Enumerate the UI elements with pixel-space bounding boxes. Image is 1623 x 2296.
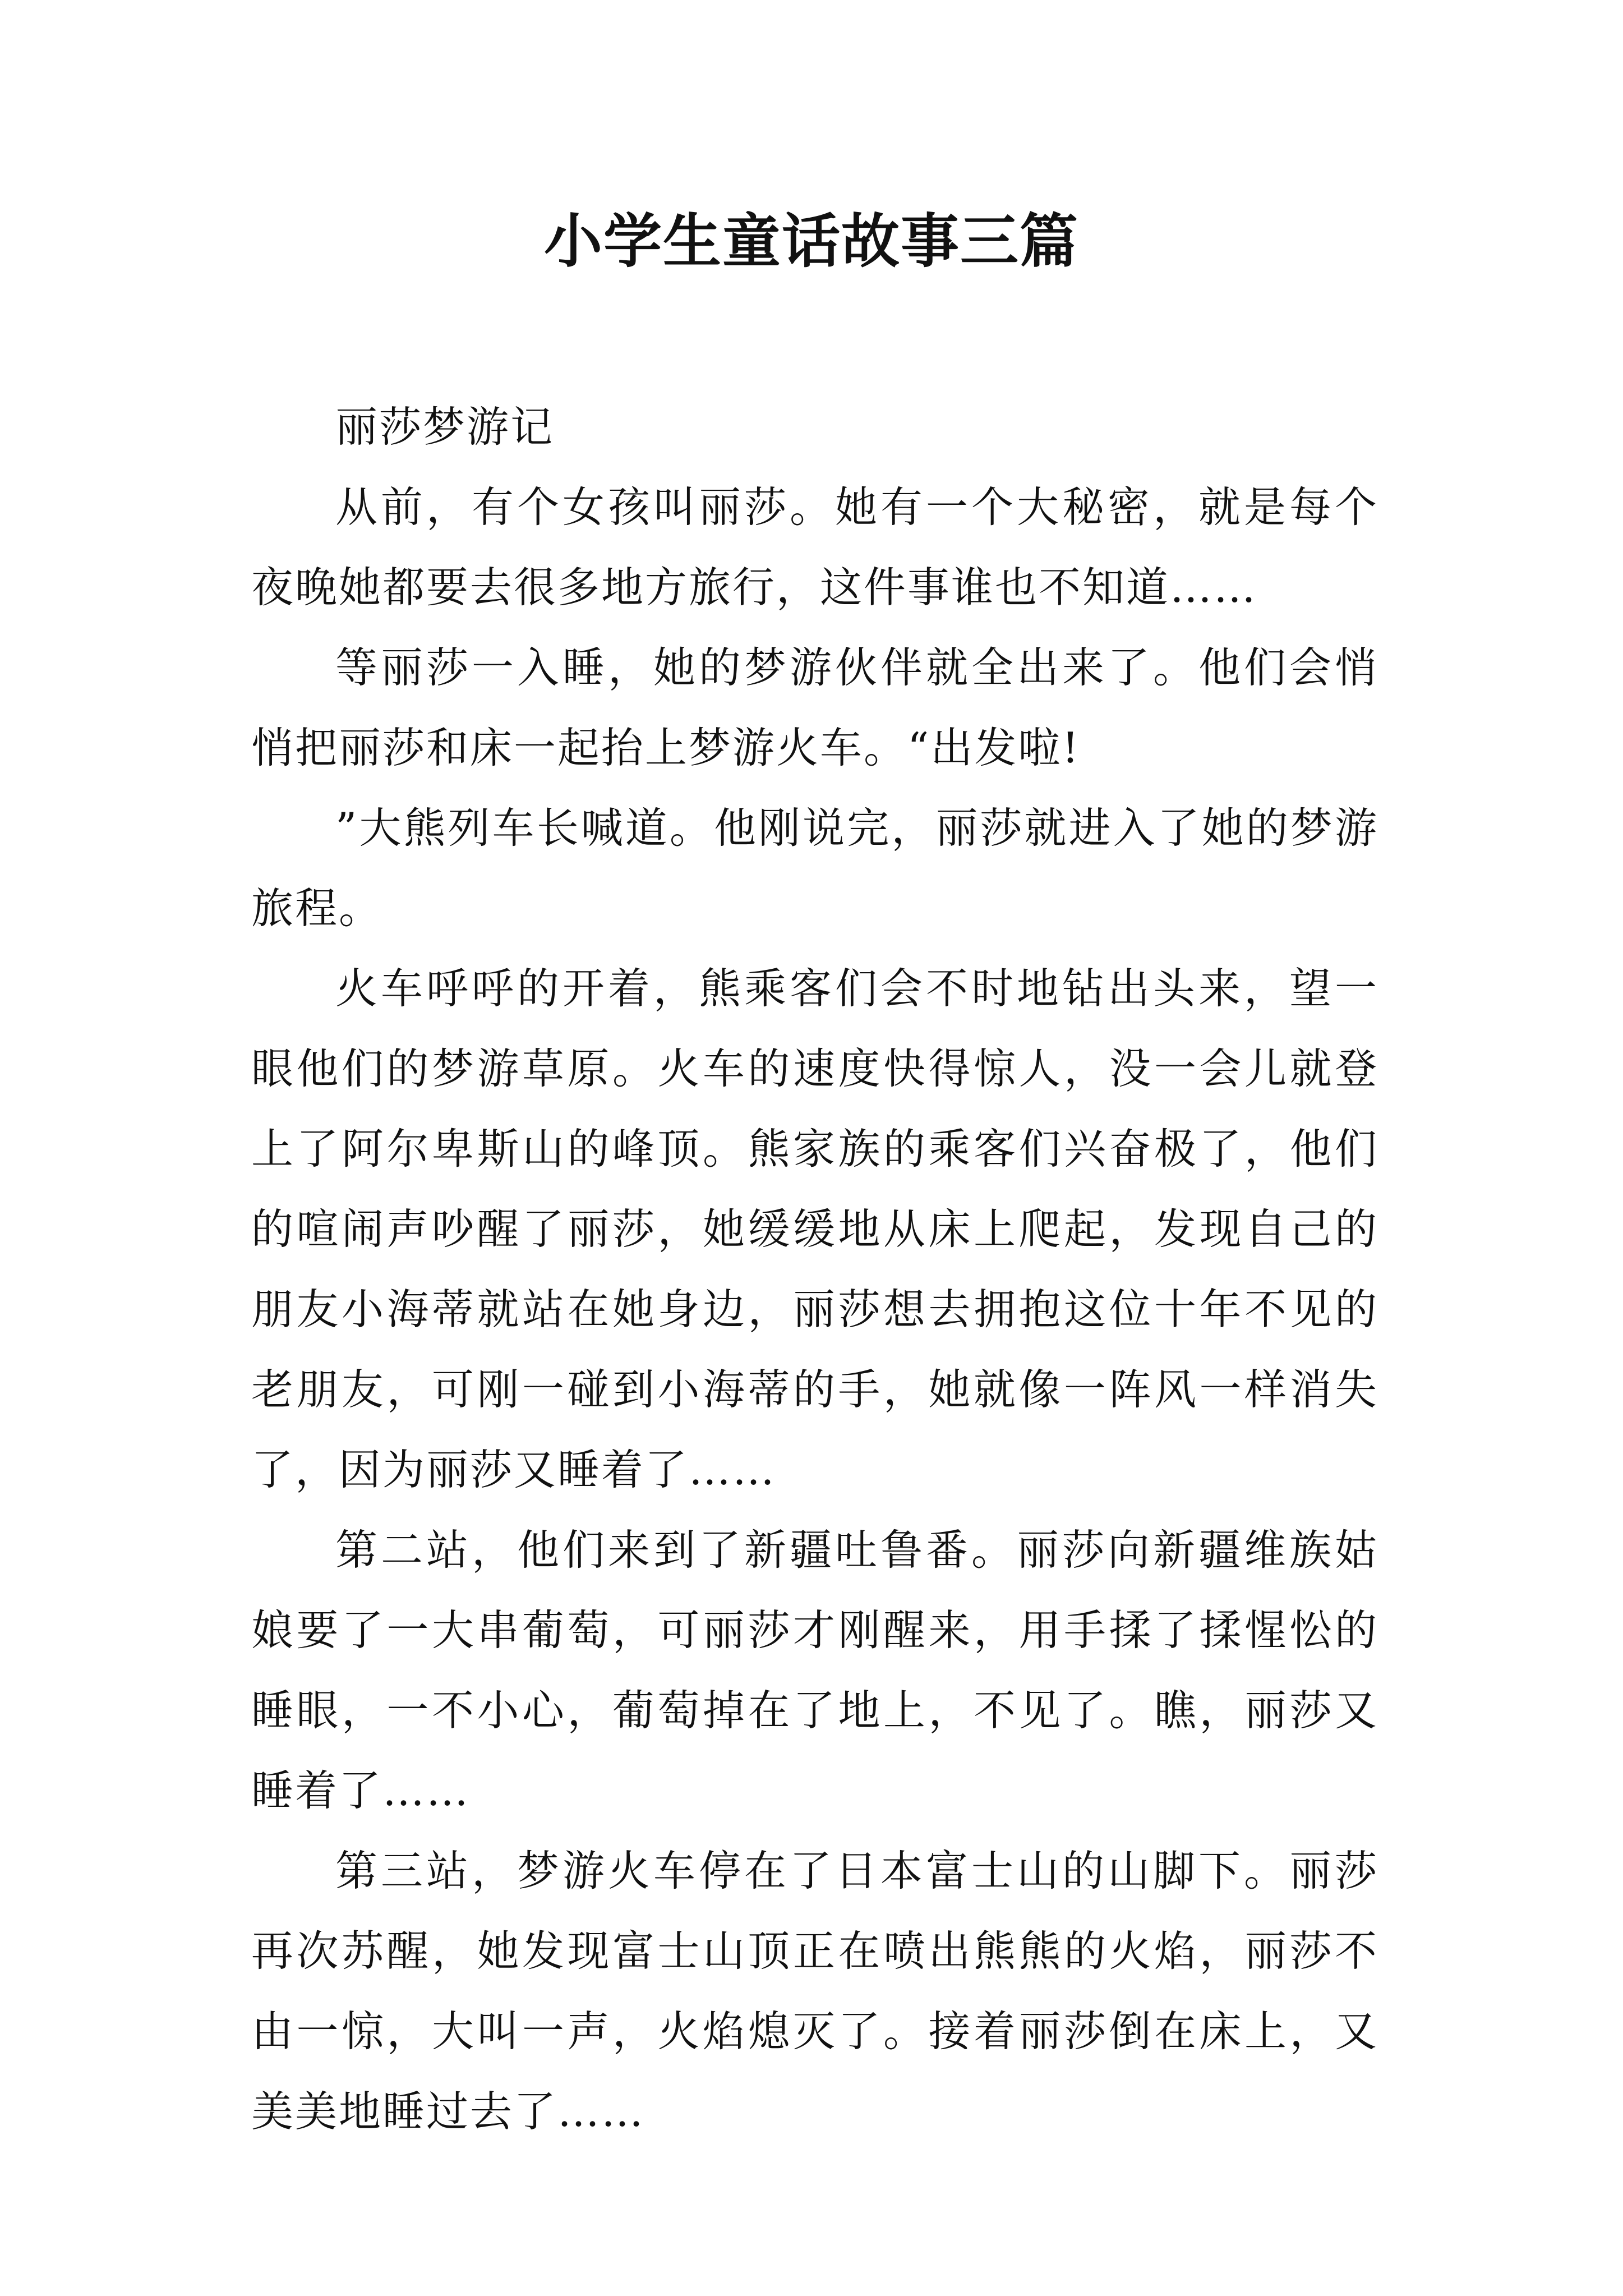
paragraph: 等丽莎一入睡，她的梦游伙伴就全出来了。他们会悄悄把丽莎和床一起抬上梦游火车。“出发啦! (251, 643, 1378, 772)
document-body (251, 387, 1378, 2152)
story-heading: 丽莎梦游记 (335, 402, 555, 452)
paragraph: 火车呼呼的开着，熊乘客们会不时地钻出头来，望一眼他们的梦游草原。火车的速度快得惊人，没一会儿就登上了阿尔卑斯山的峰顶。熊家族的乘客们兴奋极了，他们的喧闹声吵醒了丽莎，她缓缓地从床上爬起，发现自己的朋友小海蒂就站在她身边，丽莎想去拥抱这位十年不见的老朋友，可刚一碰到小海蒂的手，她就像一阵风一样消失了，因为丽莎又睡着了…… (251, 964, 1378, 1494)
paragraph: 从前，有个女孩叫丽莎。她有一个大秘密，就是每个夜晚她都要去很多地方旅行，这件事谁也不知道…… (251, 482, 1378, 612)
paragraph: ”大熊列车长喊道。他刚说完，丽莎就进入了她的梦游旅程。 (251, 803, 1378, 933)
paragraph: 第三站，梦游火车停在了日本富士山的山脚下。丽莎再次苏醒，她发现富士山顶正在喷出熊熊的火焰，丽莎不由一惊，大叫一声，火焰熄灭了。接着丽莎倒在床上，又美美地睡过去了…… (251, 1846, 1378, 2136)
paragraph: 第二站，他们来到了新疆吐鲁番。丽莎向新疆维族姑娘要了一大串葡萄，可丽莎才刚醒来，用手揉了揉惺忪的睡眼，一不小心，葡萄掉在了地上，不见了。瞧，丽莎又睡着了…… (251, 1525, 1378, 1815)
document-title: 小学生童话故事三篇 (543, 206, 1079, 275)
